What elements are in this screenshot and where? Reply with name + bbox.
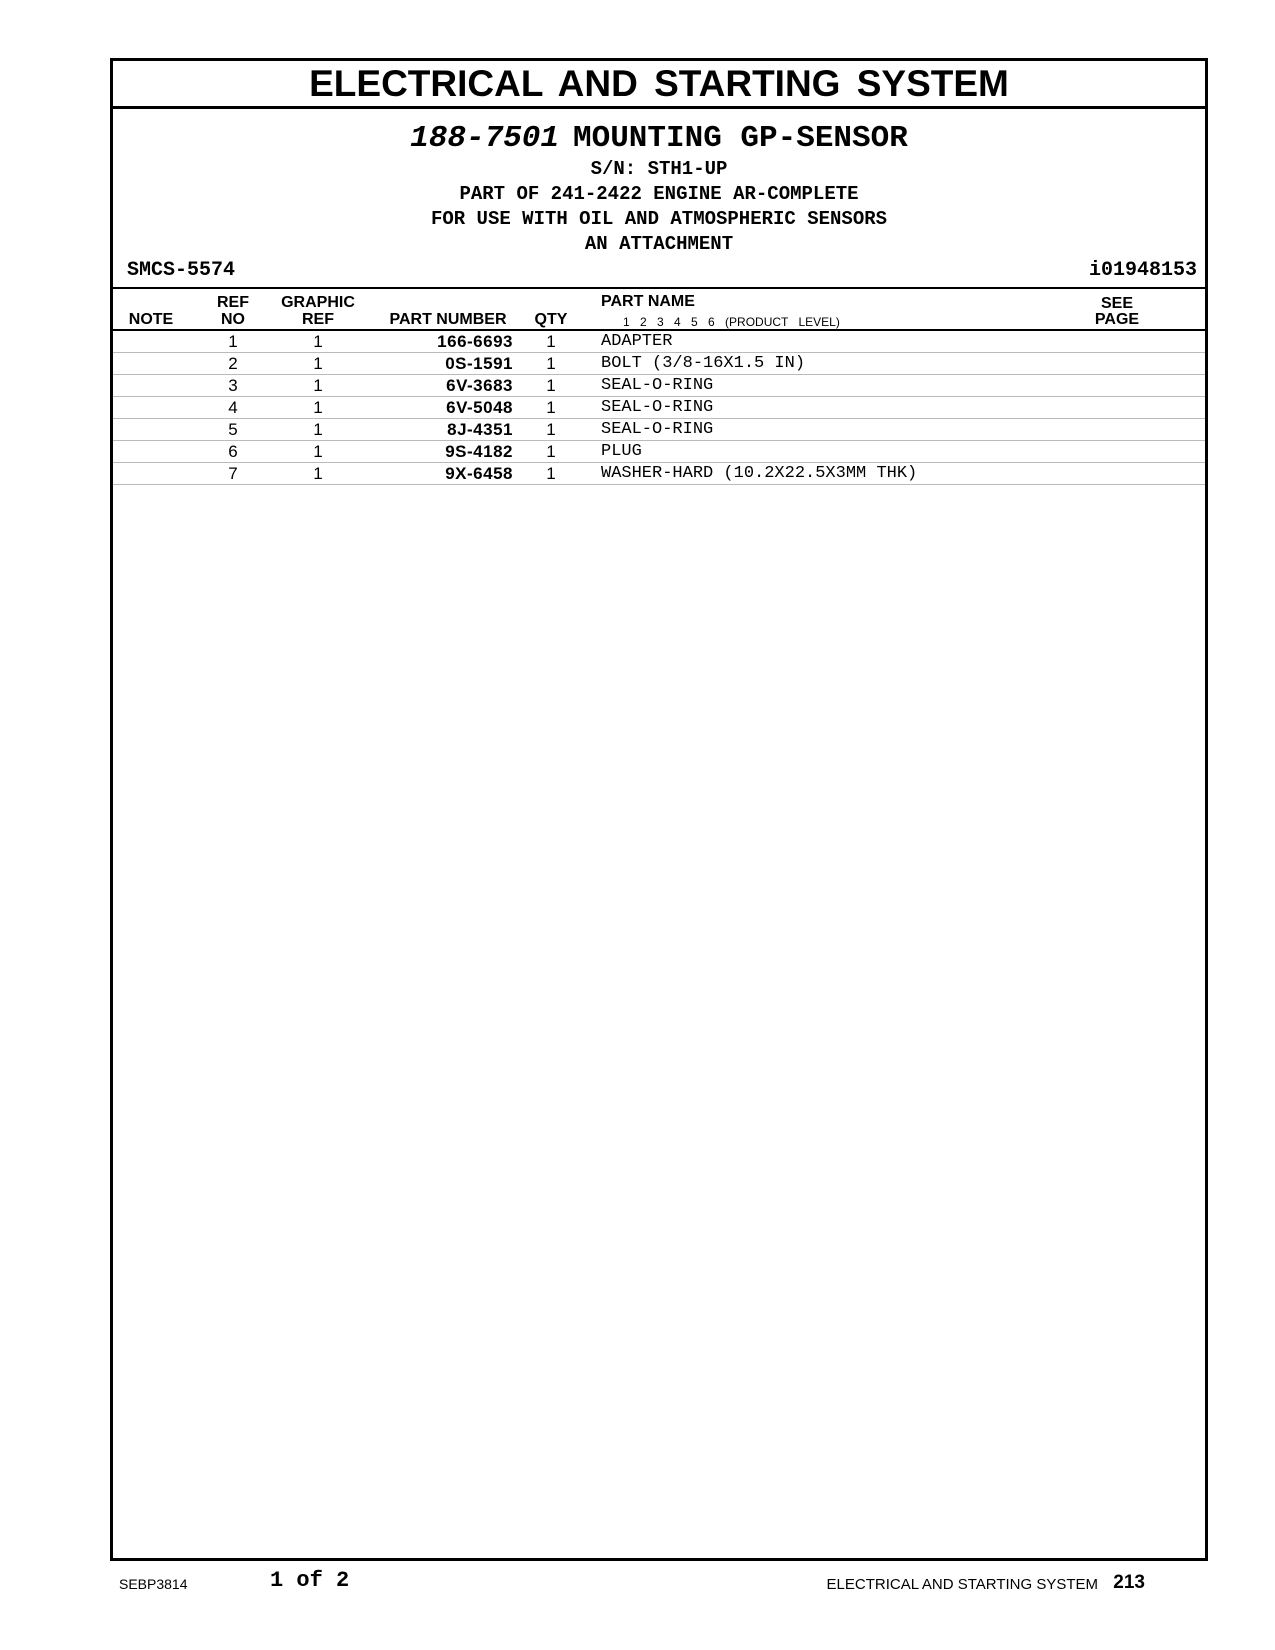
- ref-no: 5: [228, 420, 238, 439]
- part-number: 0S-1591: [445, 354, 513, 373]
- table-row: [113, 353, 1205, 375]
- footer-page-number: 213: [1113, 1572, 1145, 1593]
- ref-no: 7: [228, 464, 238, 483]
- serial-number: S/N: STH1-UP: [590, 158, 728, 180]
- col-part-number: PART NUMBER: [389, 311, 507, 328]
- part-number: 9S-4182: [445, 442, 513, 461]
- part-number-heading: 188-7501: [410, 121, 559, 156]
- part-name: SEAL-O-RING: [601, 420, 714, 439]
- part-name: SEAL-O-RING: [601, 398, 714, 417]
- part-number: 6V-5048: [446, 398, 513, 417]
- part-name: WASHER-HARD (10.2X22.5X3MM THK): [601, 464, 918, 483]
- column-headers: [113, 293, 1205, 329]
- qty: 1: [546, 442, 556, 461]
- qty: 1: [546, 420, 556, 439]
- ref-no: 4: [228, 398, 238, 417]
- part-name: BOLT (3/8-16X1.5 IN): [601, 354, 806, 373]
- graphic-ref: 1: [313, 398, 323, 417]
- table-top-rule: [113, 287, 1205, 289]
- part-number: 166-6693: [437, 332, 513, 351]
- footer-section: ELECTRICAL AND STARTING SYSTEM: [826, 1576, 1098, 1593]
- graphic-ref: 1: [313, 442, 323, 461]
- part-name: PLUG: [601, 442, 642, 461]
- part-heading: [113, 121, 1205, 157]
- graphic-ref: 1: [313, 354, 323, 373]
- parts-table: [113, 331, 1205, 485]
- ref-no: 3: [228, 376, 238, 395]
- table-row: [113, 331, 1205, 353]
- graphic-ref: 1: [313, 420, 323, 439]
- col-graphic: GRAPHIC: [281, 294, 355, 311]
- col-ref: REF: [217, 294, 249, 311]
- footer-page-count: 1 of 2: [270, 1568, 350, 1593]
- col-no: NO: [221, 311, 245, 328]
- graphic-ref: 1: [313, 332, 323, 351]
- usage-line: FOR USE WITH OIL AND ATMOSPHERIC SENSORS: [430, 208, 888, 230]
- graphic-ref: 1: [313, 376, 323, 395]
- qty: 1: [546, 398, 556, 417]
- smcs-code: SMCS-5574: [127, 259, 236, 282]
- part-number: 8J-4351: [447, 420, 513, 439]
- col-product-level: 1 2 3 4 5 6 (PRODUCT LEVEL): [623, 315, 840, 329]
- part-name: SEAL-O-RING: [601, 376, 714, 395]
- col-see: SEE: [1100, 295, 1133, 312]
- qty: 1: [546, 376, 556, 395]
- part-number: 9X-6458: [445, 464, 513, 483]
- qty: 1: [546, 332, 556, 351]
- part-header: [113, 121, 1205, 257]
- code-line: [127, 259, 1197, 283]
- part-title: MOUNTING GP-SENSOR: [572, 121, 908, 156]
- document-id: i01948153: [1088, 259, 1197, 282]
- table-row: [113, 397, 1205, 419]
- col-graphic-ref: REF: [302, 311, 334, 328]
- table-row: [113, 419, 1205, 441]
- qty: 1: [546, 464, 556, 483]
- col-note: NOTE: [128, 311, 174, 328]
- table-row: [113, 375, 1205, 397]
- graphic-ref: 1: [313, 464, 323, 483]
- ref-no: 6: [228, 442, 238, 461]
- part-name: ADAPTER: [601, 332, 673, 351]
- table-row: [113, 463, 1205, 485]
- col-part-name: PART NAME: [601, 293, 695, 310]
- ref-no: 2: [228, 354, 238, 373]
- section-title: ELECTRICAL AND STARTING SYSTEM: [113, 61, 1205, 109]
- type-line: AN ATTACHMENT: [584, 233, 734, 255]
- footer-doc-number: SEBP3814: [119, 1576, 188, 1592]
- col-qty: QTY: [534, 311, 568, 328]
- table-row: [113, 441, 1205, 463]
- page-frame: [110, 58, 1208, 1561]
- ref-no: 1: [228, 332, 238, 351]
- qty: 1: [546, 354, 556, 373]
- part-number: 6V-3683: [446, 376, 513, 395]
- page-footer: [0, 1566, 1275, 1596]
- col-page: PAGE: [1094, 311, 1140, 328]
- part-of-line: PART OF 241-2422 ENGINE AR-COMPLETE: [459, 183, 859, 205]
